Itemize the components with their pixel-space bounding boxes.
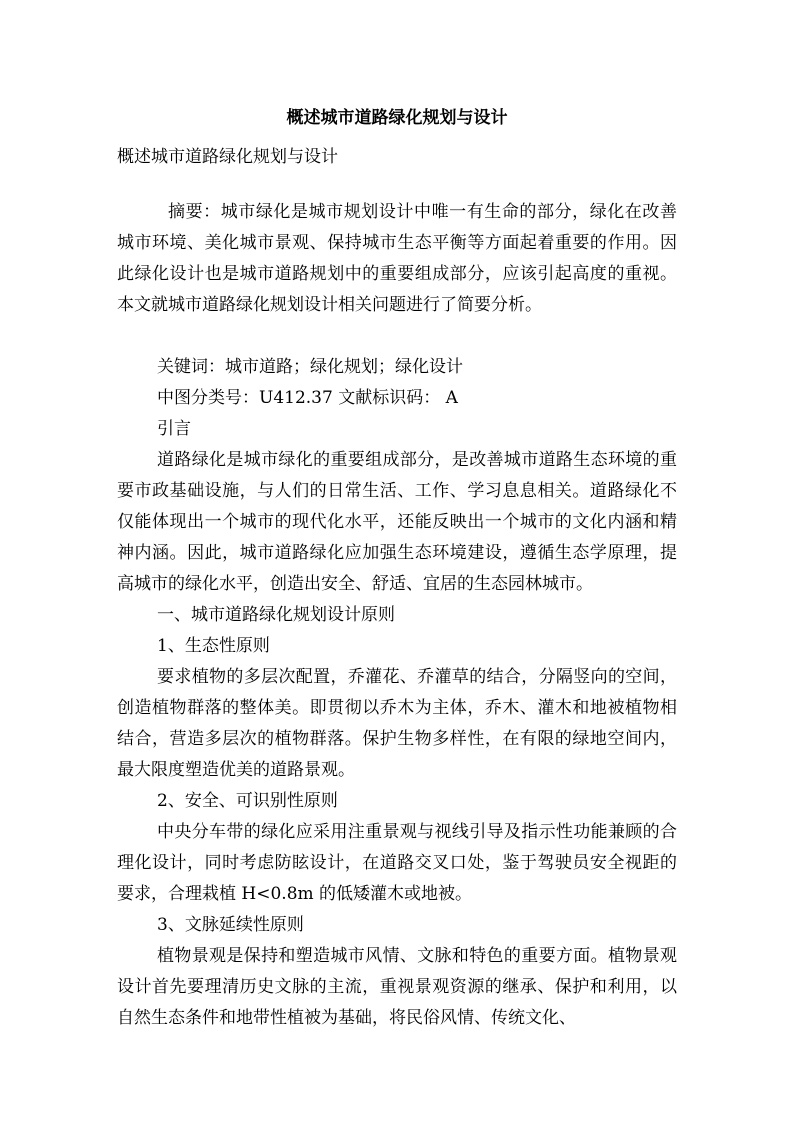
classification-line: 中图分类号：U412.37 文献标识码： A [157, 388, 458, 408]
subsection-3-heading: 3、文脉延续性原则 [157, 915, 304, 935]
subsection-2-heading: 2、安全、可识别性原则 [157, 791, 338, 811]
document-body [117, 197, 677, 1034]
section-1-heading: 一、城市道路绿化规划设计原则 [157, 605, 395, 625]
intro-paragraph: 道路绿化是城市绿化的重要组成部分，是改善城市道路生态环境的重要市政基础设施，与人们的日常生活、工作、学习息息相关。道路绿化不仅能体现出一个城市的现代化水平，还能反映出一个城市的文化内涵和精神内涵。因此，城市道路绿化应加强生态环境建设，遵循生态学原理，提高城市的绿化水平，创造出安全、舒适、宜居的生态园林城市。 [117, 450, 677, 594]
abstract-paragraph: 摘要：城市绿化是城市规划设计中唯一有生命的部分，绿化在改善城市环境、美化城市景观、保持城市生态平衡等方面起着重要的作用。因此绿化设计也是城市道路规划中的重要组成部分，应该引起高度的重视。本文就城市道路绿化规划设计相关问题进行了简要分析。 [117, 202, 677, 315]
intro-heading: 引言 [157, 419, 191, 439]
document-subtitle: 概述城市道路绿化规划与设计 [117, 147, 338, 167]
keywords-line: 关键词：城市道路；绿化规划；绿化设计 [157, 357, 463, 377]
document-title: 概述城市道路绿化规划与设计 [286, 108, 508, 128]
subsection-1-heading: 1、生态性原则 [157, 636, 270, 656]
subsection-3-paragraph: 植物景观是保持和塑造城市风情、文脉和特色的重要方面。植物景观设计首先要理清历史文脉的主流，重视景观资源的继承、保护和利用，以自然生态条件和地带性植被为基础，将民俗风情、传统文化、 [117, 946, 677, 1028]
subsection-2-paragraph: 中央分车带的绿化应采用注重景观与视线引导及指示性功能兼顾的合理化设计，同时考虑防眩设计，在道路交叉口处，鉴于驾驶员安全视距的要求，合理栽植 H<0.8m 的低矮灌木或地被。 [117, 822, 677, 904]
subsection-1-paragraph: 要求植物的多层次配置，乔灌花、乔灌草的结合，分隔竖向的空间，创造植物群落的整体美。即贯彻以乔木为主体，乔木、灌木和地被植物相结合，营造多层次的植物群落。保护生物多样性，在有限的绿地空间内，最大限度塑造优美的道路景观。 [117, 667, 677, 780]
